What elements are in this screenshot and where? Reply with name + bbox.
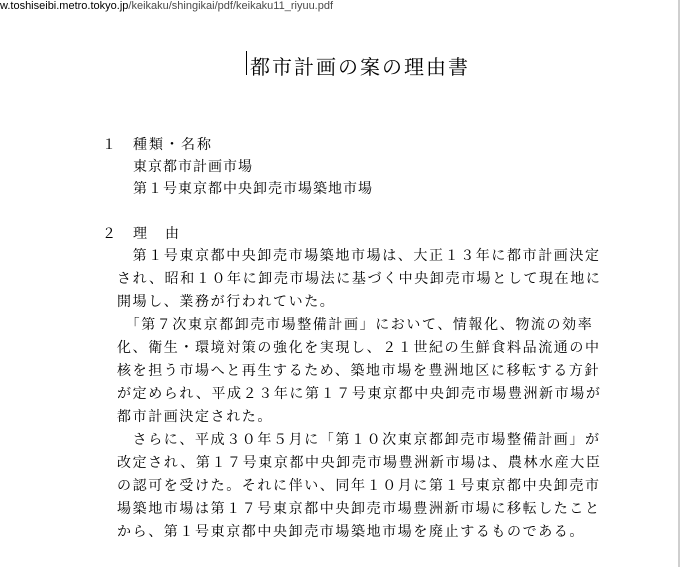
url-host: w.toshiseibi.metro.tokyo.jp bbox=[0, 0, 129, 12]
section-1-line: 東京都市計画市場 bbox=[133, 159, 253, 175]
reason-line: さらに、平成３０年５月に「第１０次東京都卸売市場整備計画」が bbox=[117, 432, 601, 448]
reason-line: 開場し、業務が行われていた。 bbox=[117, 294, 336, 310]
reason-line: され、昭和１０年に卸売市場法に基づく中央卸売市場として現在地に bbox=[117, 271, 602, 287]
reason-line: 場築地市場は第１７号東京都中央卸売市場豊洲新市場に移転したこと bbox=[117, 501, 601, 517]
reason-line: の認可を受けた。それに伴い、同年１０月に第１号東京都中央卸売市 bbox=[117, 478, 601, 494]
reason-line: 改定され、第１７号東京都中央卸売市場豊洲新市場は、農林水産大臣 bbox=[117, 455, 602, 471]
reason-line: が定められ、平成２３年に第１７号東京都中央卸売市場豊洲新市場が bbox=[117, 386, 602, 402]
reason-line: 第１号東京都中央卸売市場築地市場は、大正１３年に都市計画決定 bbox=[117, 248, 601, 264]
section-2-heading: 理 由 bbox=[133, 226, 181, 242]
address-bar[interactable] bbox=[0, 0, 680, 14]
reason-line: 化、衛生・環境対策の強化を実現し、２１世紀の生鮮食料品流通の中 bbox=[117, 340, 601, 356]
document-title: 都市計画の案の理由書 bbox=[250, 55, 470, 79]
text-cursor bbox=[246, 51, 247, 75]
section-1-heading: 種類・名称 bbox=[133, 137, 213, 153]
reason-line: 核を担う市場へと再生するため、築地市場を豊洲地区に移転する方針 bbox=[117, 363, 601, 379]
section-2-number: ２ bbox=[102, 226, 116, 242]
reason-line: 「第７次東京都卸売市場整備計画」において、情報化、物流の効率 bbox=[117, 317, 594, 333]
reason-line: から、第１号東京都中央卸売市場築地市場を廃止するものである。 bbox=[117, 524, 585, 540]
url-path: /keikaku/shingikai/pdf/keikaku11_riyuu.pdf bbox=[128, 0, 334, 12]
section-1-line: 第１号東京都中央卸売市場築地市場 bbox=[133, 181, 373, 197]
reason-line: 都市計画決定された。 bbox=[117, 409, 273, 425]
section-1-number: １ bbox=[102, 137, 116, 153]
